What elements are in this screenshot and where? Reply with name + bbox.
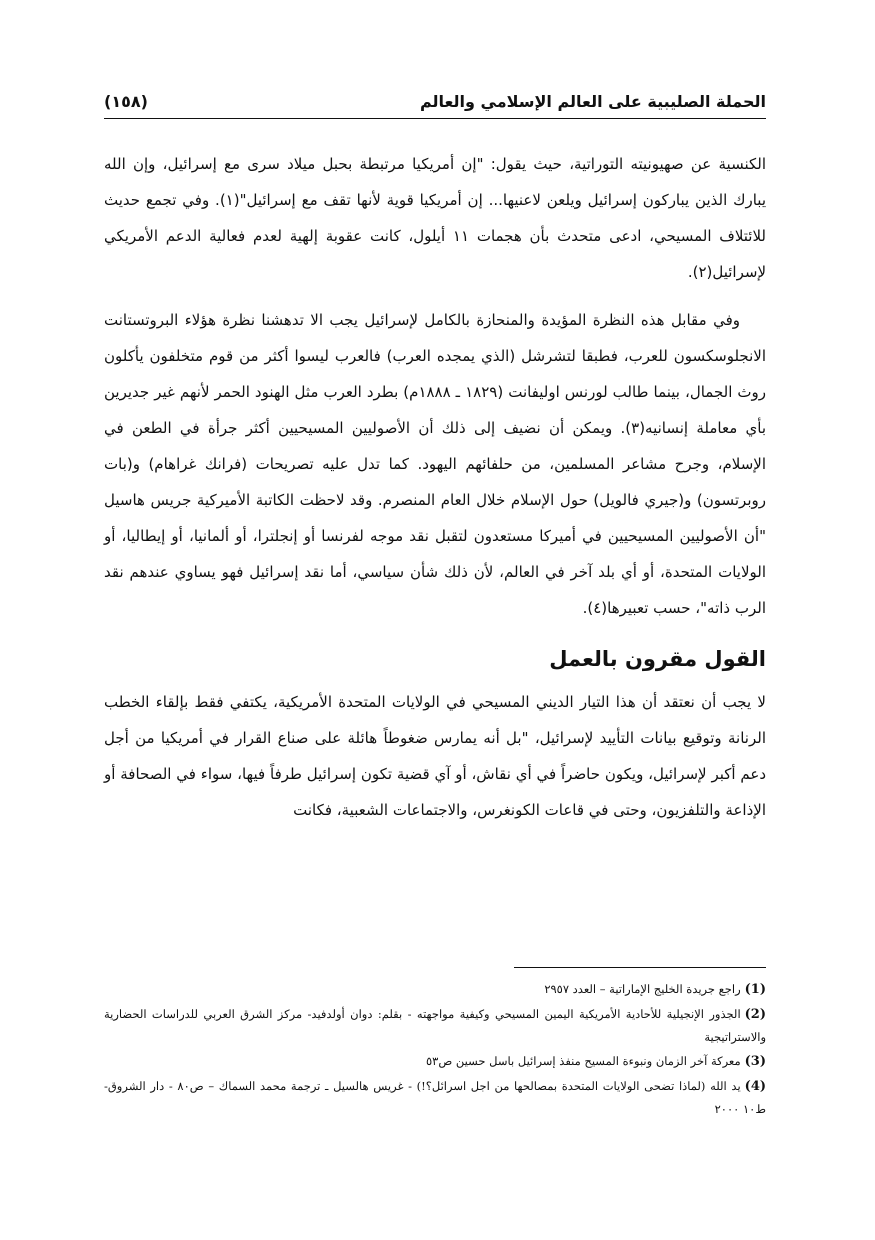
paragraph-2: وفي مقابل هذه النظرة المؤيدة والمنحازة بالكامل لإسرائيل يجب الا تدهشنا نظرة هؤلاء البروتستانت الانجلوسكسون للعرب، فطبقا لتشرشل (الذي يمجده العرب) فالعرب ليسوا أكثر من قوم متخلفون يأكلون روث الجمال، بينما طالب لورنس اوليفانت (١٨٢٩ ـ ١٨٨٨م) بطرد العرب مثل الهنود الحمر لأنهم غير جديرين بأي معاملة إنسانيه(٣). ويمكن أن نضيف إلى ذلك أن الأصوليين المسيحيين أكثر جرأة في الطعن في الإسلام، وجرح مشاعر المسلمين، من حلفائهم اليهود. كما تدل عليه تصريحات (فرانك غراهام) و(بات روبرتسون) و(جيري فالويل) حول الإسلام خلال العام المنصرم. وقد لاحظت الكاتبة الأميركية جريس هاسيل "أن الأصوليين المسيحيين في أميركا مستعدون لتقبل نقد موجه لفرنسا أو إنجلترا، أو ألمانيا، أو إيطاليا، أو الولايات المتحدة، أو أي بلد آخر في العالم، لأن ذلك شأن سياسي، أما نقد إسرائيل فهو يساوي عندهم نقد الرب ذاته"، حسب تعبيرها(٤). bbox=[104, 311, 767, 617]
footnote-text: الجذور الإنجيلية للأحادية الأمريكية اليمين المسيحي وكيفية مواجهته - بقلم: دوان أولدفيد- مركز الشرق العربي للدراسات الحضارية والاستراتيجية bbox=[104, 1007, 766, 1044]
footnote-text: معركة آخر الزمان ونبوءة المسيح منفذ إسرائيل باسل حسين ص٥٣ bbox=[426, 1054, 741, 1068]
paragraph-1: الكنسية عن صهيونيته التوراتية، حيث يقول: "إن أمريكيا مرتبطة بحبل ميلاد سرى مع إسرائيل، وإن الله يبارك الذين يباركون إسرائيل ويلعن لاعنيها... إن أمريكيا قوية لأنها تقف مع إسرائيل"(١). وفي تجمع حديث للائتلاف المسيحي، ادعى متحدث بأن هجمات ١١ أيلول، كانت عقوبة إلهية لعدم فعالية الدعم الأمريكي لإسرائيل(٢). bbox=[104, 155, 766, 281]
footnote-3 bbox=[104, 1050, 766, 1073]
footnote-number: (2) bbox=[744, 1007, 766, 1022]
footnote-number: (1) bbox=[744, 982, 766, 997]
body-text bbox=[104, 146, 766, 828]
running-title: الحملة الصليبية على العالم الإسلامي والعالم bbox=[419, 91, 766, 111]
footnotes bbox=[104, 978, 766, 1122]
footnote-divider bbox=[514, 967, 766, 968]
footnote-text: راجع جريدة الخليج الإماراتية – العدد ٢٩٥٧ bbox=[544, 982, 741, 996]
footnote-1 bbox=[104, 978, 766, 1001]
running-header bbox=[104, 86, 766, 116]
page-number: (١٥٨) bbox=[104, 91, 148, 111]
footnote-number: (3) bbox=[744, 1054, 766, 1069]
section-heading: القول مقرون بالعمل bbox=[549, 647, 766, 671]
footnote-4 bbox=[104, 1075, 766, 1120]
footnote-text: يد الله (لماذا تضحى الولايات المتحدة بمصالحها من اجل اسرائل؟!) - غريس هالسيل ـ ترجمة محمد السماك – ص٨٠ - دار الشروق- ط١٠ ٢٠٠٠ bbox=[104, 1079, 766, 1116]
paragraph-3: لا يجب أن نعتقد أن هذا التيار الديني المسيحي في الولايات المتحدة الأمريكية، يكتفي فقط بإلقاء الخطب الرنانة وتوقيع بيانات التأييد لإسرائيل، "بل أنه يمارس ضغوطاً هائلة على صناع القرار في أمريكيا من أجل دعم أكبر لإسرائيل، ويكون حاضراً في أي نقاش، أو آي قضية تكون إسرائيل طرفاً فيها، سواء في الصحافة أو الإذاعة والتلفزيون، وحتى في قاعات الكونغرس، والاجتماعات الشعبية، فكانت bbox=[104, 693, 766, 819]
header-divider bbox=[104, 118, 766, 119]
footnote-number: (4) bbox=[744, 1079, 767, 1094]
footnote-2 bbox=[104, 1003, 766, 1048]
